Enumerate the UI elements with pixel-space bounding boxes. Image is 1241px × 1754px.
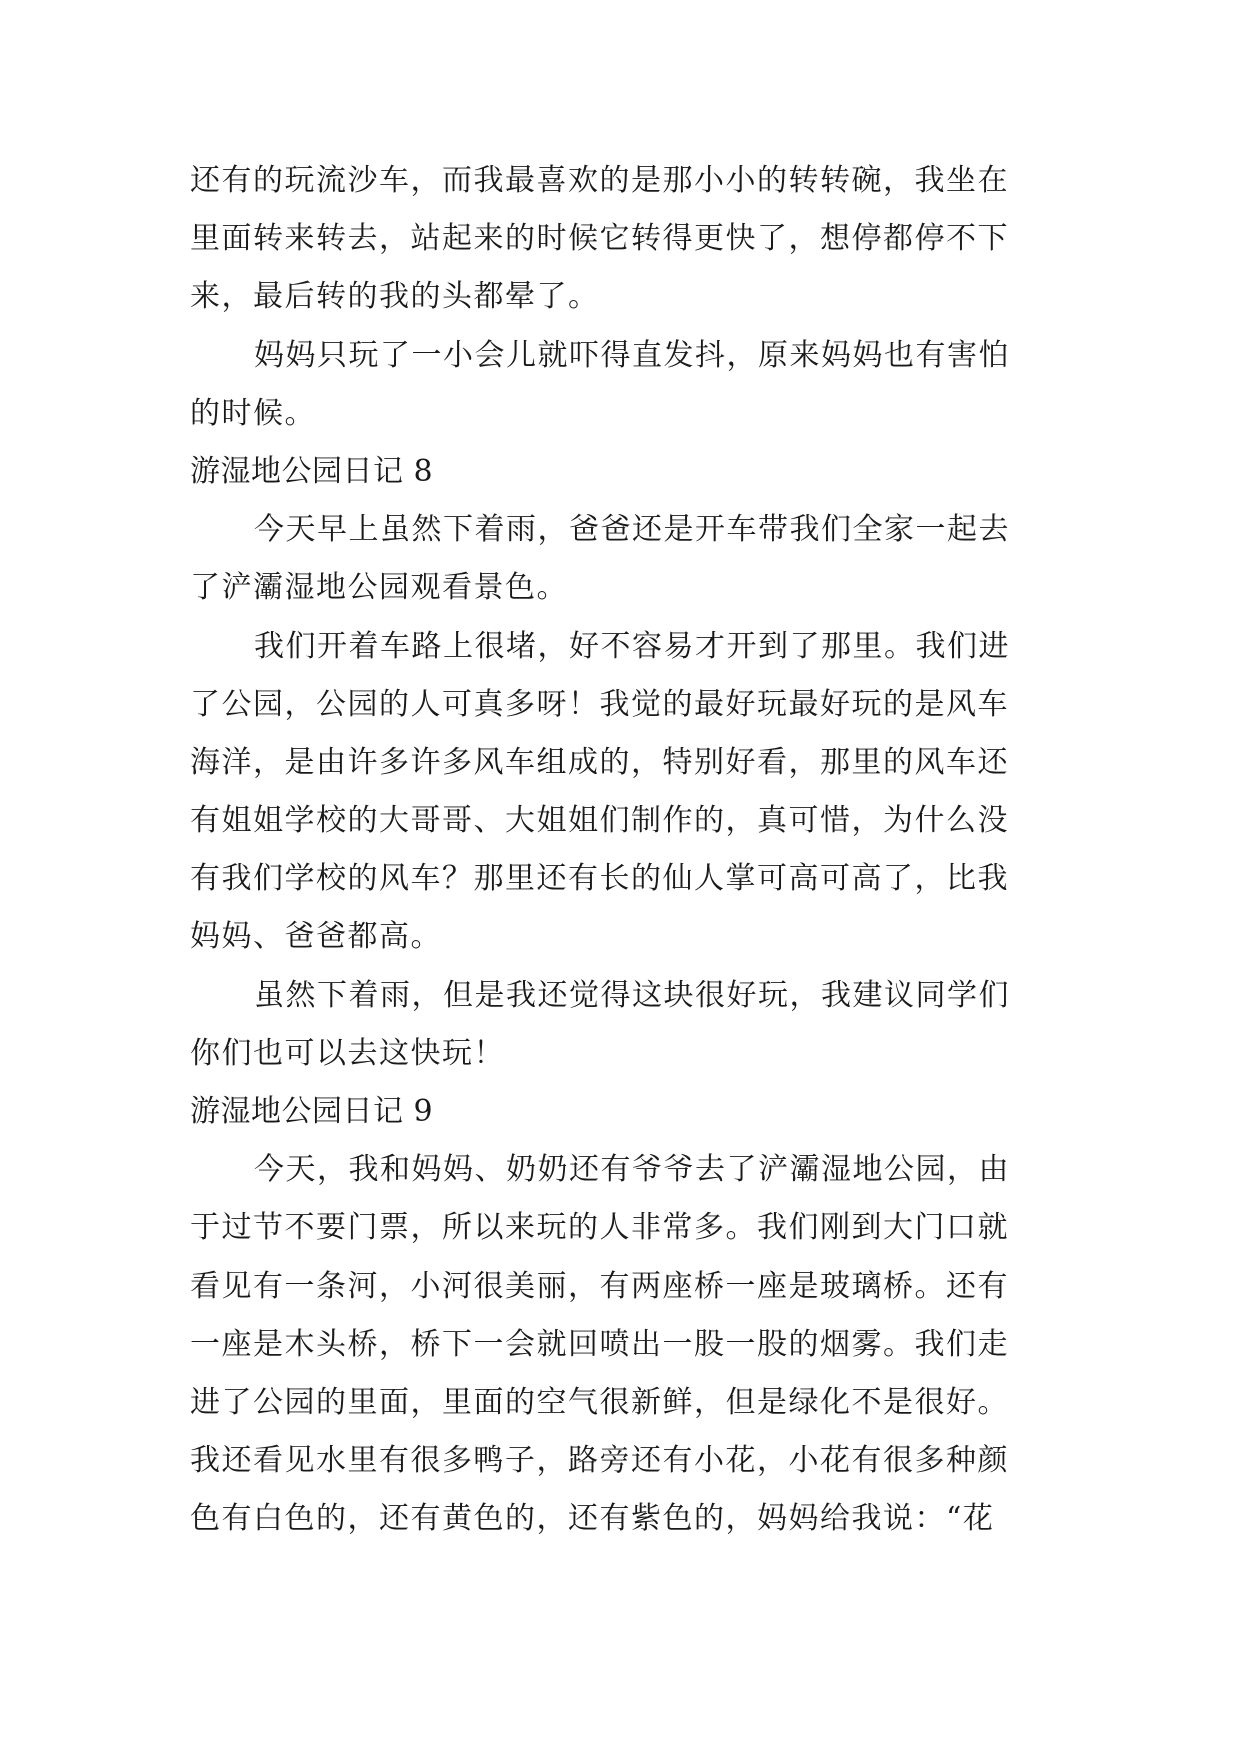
text-line: 看见有一条河，小河很美丽，有两座桥一座是玻璃桥。还有 <box>190 1268 1009 1304</box>
paragraph-start-line: 今天早上虽然下着雨，爸爸还是开车带我们全家一起去 <box>254 512 1010 548</box>
text-line: 你们也可以去这快玩！ <box>190 1035 505 1071</box>
text-line: 于过节不要门票，所以来玩的人非常多。我们刚到大门口就 <box>190 1210 1009 1246</box>
text-line: 一座是木头桥，桥下一会就回喷出一股一股的烟雾。我们走 <box>190 1326 1009 1362</box>
text-line: 了浐灞湿地公园观看景色。 <box>190 570 568 606</box>
text-line: 了公园，公园的人可真多呀！我觉的最好玩最好玩的是风车 <box>190 686 1009 722</box>
text-line: 进了公园的里面，里面的空气很新鲜，但是绿化不是很好。 <box>190 1384 1009 1420</box>
paragraph-start-line: 我们开着车路上很堵，好不容易才开到了那里。我们进 <box>254 628 1010 664</box>
paragraph-start-line: 妈妈只玩了一小会儿就吓得直发抖，原来妈妈也有害怕 <box>254 337 1010 373</box>
text-line: 妈妈、爸爸都高。 <box>190 919 442 955</box>
text-line: 的时候。 <box>190 395 316 431</box>
paragraph-start-line: 虽然下着雨，但是我还觉得这块很好玩，我建议同学们 <box>254 977 1010 1013</box>
document-body <box>190 152 1060 1549</box>
section-heading: 游湿地公园日记 9 <box>190 1094 434 1129</box>
section-heading: 游湿地公园日记 8 <box>190 453 434 489</box>
text-line: 来，最后转的我的头都晕了。 <box>190 279 600 315</box>
paragraph-start-line: 今天，我和妈妈、奶奶还有爷爷去了浐灞湿地公园，由 <box>254 1152 1010 1188</box>
text-line: 里面转来转去，站起来的时候它转得更快了，想停都停不下 <box>190 221 1009 257</box>
text-line: 有姐姐学校的大哥哥、大姐姐们制作的，真可惜，为什么没 <box>190 803 1009 839</box>
text-line: 还有的玩流沙车，而我最喜欢的是那小小的转转碗，我坐在 <box>190 163 1009 198</box>
text-line: 色有白色的，还有黄色的，还有紫色的，妈妈给我说：“花 <box>190 1501 995 1537</box>
text-line: 我还看见水里有很多鸭子，路旁还有小花，小花有很多种颜 <box>190 1443 1009 1479</box>
text-line: 有我们学校的风车？那里还有长的仙人掌可高可高了，比我 <box>190 861 1009 897</box>
text-line: 海洋，是由许多许多风车组成的，特别好看，那里的风车还 <box>190 744 1009 780</box>
